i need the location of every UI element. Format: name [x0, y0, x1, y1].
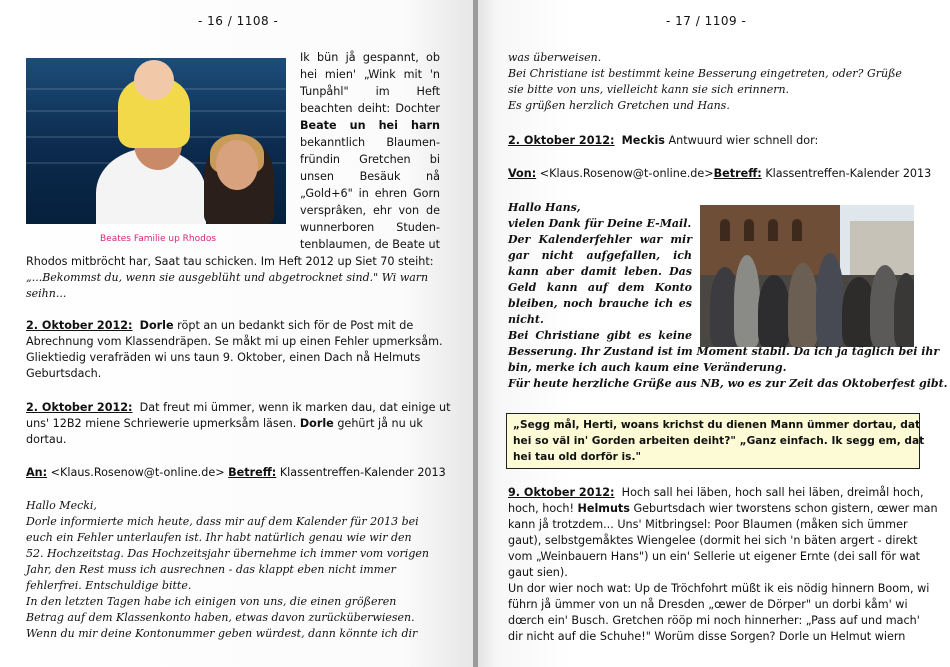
entry-name: Helmuts: [577, 502, 630, 515]
entry-line: führn jå ümmer von un nå Dresden „œwer de Dörper" un dorbi kåm' wi: [508, 598, 908, 611]
entry-text: Hoch sall hei läben, hoch sall hei läben, dreimål hoch,: [621, 486, 924, 499]
side-line: hei mien' „Wink mit 'n: [300, 68, 440, 81]
mail-address: <Klaus.Rosenow@t-online.de>: [539, 167, 714, 180]
entry-text: gehürt jå nu uk: [337, 417, 423, 430]
entry-line: Un dor wier noch wat: Up de Tröchfohrt müßt ik eis nödig hinnern Boom, wi: [508, 582, 930, 595]
entry-name: Dorle: [299, 417, 334, 430]
entry-text: Geburtsdach wier tworstens schon gistern, œwer man: [633, 502, 938, 515]
reply-line: bin, merke ich auch kaum eine Veränderung.: [508, 361, 787, 374]
entry-line: gaut), selbstgemåktes Wiengelee (dormit hei sich 'n bäten argert - direkt: [508, 534, 918, 547]
letter-line: was überweisen.: [508, 51, 602, 64]
reply-line: Besserung. Ihr Zustand ist im Moment stabil. Da ich ja täglich bei ihr: [508, 345, 940, 358]
entry-text: uns' 12B2 miene Schriewerie upmerksåm läsen.: [26, 417, 297, 430]
entry-date: 2. Oktober 2012:: [26, 319, 133, 332]
entry-line: [26, 416, 423, 432]
letter-line: sie bitte von uns, vielleicht kann sie sich erinnern.: [508, 83, 790, 96]
von-label: Von:: [508, 167, 537, 180]
side-line: fründin Gretchen bi: [300, 153, 440, 166]
reply-line: nicht.: [508, 313, 544, 326]
reply-line: gar nicht aufgefallen, ich: [508, 249, 692, 262]
reply-line: Geld kann auf dem Konto: [508, 281, 692, 294]
family-photo: [26, 58, 286, 224]
mail-address: <Klaus.Rosenow@t-online.de>: [50, 466, 225, 479]
letter-line: euch ein Fehler unterlaufen ist. Ihr habt natürlich genau wie wir den: [26, 531, 412, 544]
side-line: Ik bün jå gespannt, ob: [300, 51, 440, 64]
mail-header: [508, 166, 931, 182]
side-line: beachten deiht: Dochter: [300, 102, 440, 115]
an-label: An:: [26, 466, 48, 479]
entry-line: [508, 485, 924, 501]
joke-line: „Segg mål, Herti, woans krichst du dienen Mann ümmer dortau, dat: [513, 419, 921, 431]
letter-line: Es grüßen herzlich Gretchen und Hans.: [508, 99, 730, 112]
letter-line: Wenn du mir deine Kontonummer geben würdest, dann könnte ich dir: [26, 627, 418, 640]
continuation-line: Rhodos mitbröcht har, Saat tau schicken. Im Heft 2012 up Siet 70 steiht:: [26, 255, 434, 268]
right-page: [478, 0, 950, 667]
entry-date: 9. Oktober 2012:: [508, 486, 615, 499]
betreff-label: Betreff:: [713, 167, 762, 180]
side-line: bekanntlich Blaumen-: [300, 136, 440, 149]
side-line: wunnerboren Studen-: [300, 221, 440, 234]
entry-line: gaut sien).: [508, 566, 568, 579]
reply-line: vielen Dank für Deine E-Mail.: [508, 217, 692, 230]
entry-line: kann jå trotzdem... Uns' Mitbringsel: Poor Blaumen (måken sich ümmer: [508, 518, 908, 531]
reply-line: Der Kalenderfehler war mir: [508, 233, 692, 246]
side-line: tenblaumen, de Beate ut: [300, 238, 440, 251]
reply-line: Hallo Hans,: [508, 201, 581, 214]
side-line: „Gold+6" in ehren Gorn: [300, 187, 440, 200]
entry-text: Antwuurd wier schnell dor:: [668, 134, 819, 147]
entry-text: Dat freut mi ümmer, wenn ik marken dau, dat einige ut: [139, 401, 451, 414]
entry-name: Meckis: [621, 134, 665, 147]
entry-line: vom „Weinbauern Hans") un ein' Sellerie ut eigener Ernte (dei sall för wat: [508, 550, 921, 563]
mail-header: [26, 465, 446, 481]
entry-line: [508, 133, 818, 149]
mail-subject: Klassentreffen-Kalender 2013: [765, 167, 932, 180]
letter-line: fehlerfrei. Entschuldige bitte.: [26, 579, 192, 592]
photo-caption: Beates Familie up Rhodos: [100, 234, 217, 244]
left-page: [0, 0, 474, 667]
entry-line: [26, 400, 450, 416]
entry-date: 2. Oktober 2012:: [26, 401, 133, 414]
entry-line: [26, 318, 413, 334]
side-line: Tunpåhl" im Heft: [300, 85, 440, 98]
side-line: versprâken, ehr von de: [300, 204, 440, 217]
entry-text: hoch, hoch!: [508, 502, 574, 515]
side-line: [300, 118, 440, 134]
letter-line: Dorle informierte mich heute, dass mir auf dem Kalender für 2013 bei: [26, 515, 419, 528]
entry-name: Dorle: [139, 319, 174, 332]
entry-line: dœrch ein' Busch. Gretchen rööp mi noch hinnerher: „Pass auf und mach': [508, 614, 920, 627]
letter-line: Bei Christiane ist bestimmt keine Besserung eingetreten, oder? Grüße: [508, 67, 902, 80]
letter-line: In den letzten Tagen habe ich einigen von uns, die einen größeren: [26, 595, 397, 608]
quoted-line: „...Bekommst du, wenn sie ausgeblüht und abgetrocknet sind." Wi warn: [26, 271, 429, 284]
entry-line: Abrechnung vom Klassendräpen. Se måkt mi up einen Fehler upmerksåm.: [26, 335, 443, 348]
page-number-left: - 16 / 1108 -: [198, 14, 279, 28]
joke-box: [506, 413, 925, 469]
joke-line: hei so väl in' Gorden arbeiten deiht?" „Ganz einfach. Ik segg em, dat: [513, 435, 925, 447]
entry-date: 2. Oktober 2012:: [508, 134, 615, 147]
reply-line: Bei Christiane gibt es keine: [508, 329, 692, 342]
letter-line: 52. Hochzeitstag. Das Hochzeitsjahr übernehme ich immer vom vorigen: [26, 547, 429, 560]
betreff-label: Betreff:: [228, 466, 277, 479]
reply-line: Für heute herzliche Grüße aus NB, wo es zur Zeit das Oktoberfest gibt.: [508, 377, 948, 390]
entry-line: [508, 501, 938, 517]
reply-line: kann aber damit leben. Das: [508, 265, 692, 278]
side-line: unsen Besäuk nå: [300, 170, 440, 183]
reply-line: bleiben, noch brauche ich es: [508, 297, 692, 310]
page-number-right: - 17 / 1109 -: [666, 14, 747, 28]
entry-text: röpt an un bedankt sich för de Post mit de: [177, 319, 414, 332]
group-photo: [700, 205, 914, 347]
letter-line: Betrag auf dem Klassenkonto haben, etwas davon zurücküberwiesen.: [26, 611, 415, 624]
letter-line: Hallo Mecki,: [26, 499, 97, 512]
name-beate: Beate un hei harn: [300, 119, 440, 132]
entry-line: dortau.: [26, 433, 67, 446]
entry-line: dir nicht auf die Schuhe!" Worüm disse Sorgen? Dorle un Helmut wiern: [508, 630, 906, 643]
quoted-line: seihn...: [26, 287, 67, 300]
joke-line: hei tau old dorför is.": [513, 451, 642, 463]
entry-line: Gliektiedig verafräden wi uns taun 9. Oktober, einen Dach nå Helmuts: [26, 351, 421, 364]
letter-line: Jahr, den Rest muss ich ausrechnen - das klappt eben nicht immer: [26, 563, 396, 576]
entry-line: Geburtsdach.: [26, 367, 102, 380]
mail-subject: Klassentreffen-Kalender 2013: [279, 466, 446, 479]
